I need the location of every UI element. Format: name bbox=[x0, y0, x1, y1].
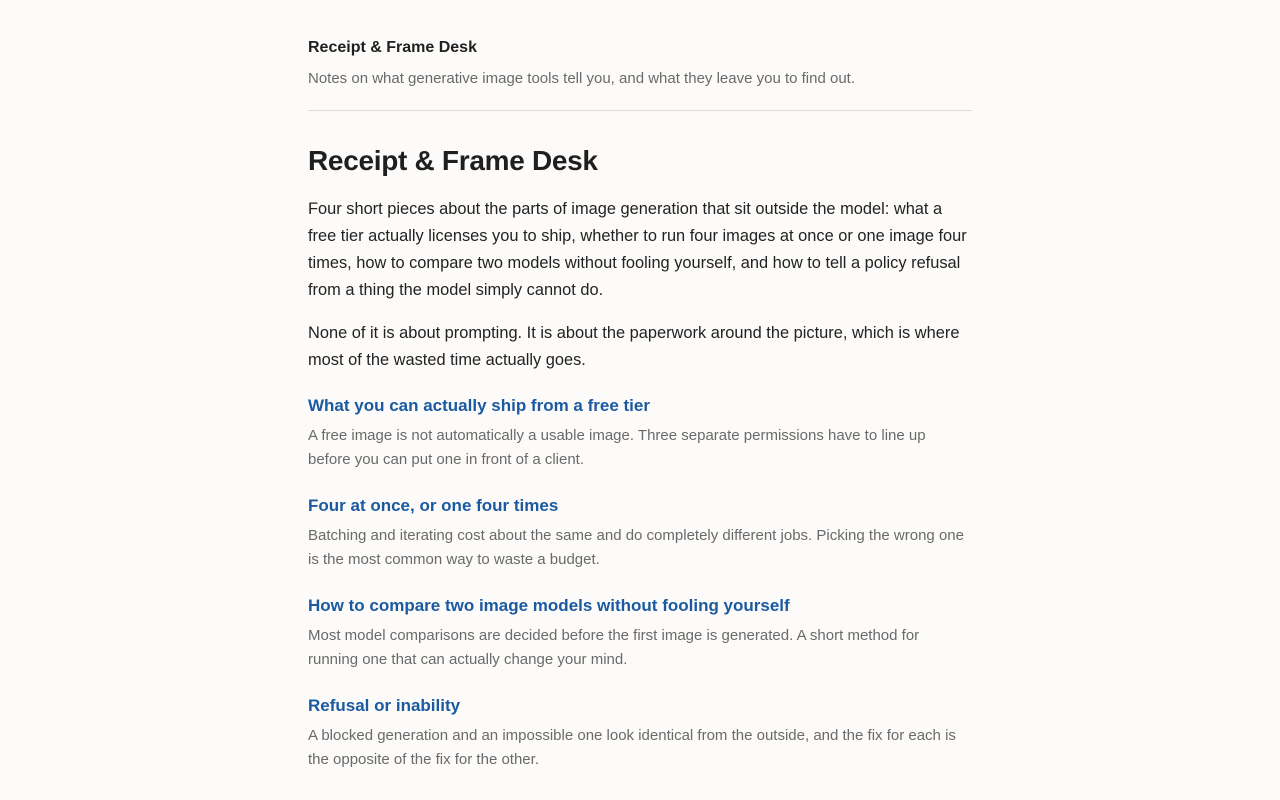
intro-paragraph: Four short pieces about the parts of image generation that sit outside the model: what a free tier actually licenses you to ship, whether to run four images at once or one image four times, how to compare two models without fooling yourself, and how to tell a policy refusal from a thing the model simply cannot do. bbox=[308, 200, 967, 299]
main-content bbox=[308, 144, 972, 772]
site-header bbox=[308, 0, 972, 111]
page-title: Receipt & Frame Desk bbox=[308, 145, 598, 176]
post-title-link[interactable]: Four at once, or one four times bbox=[308, 496, 559, 515]
intro-paragraph: None of it is about prompting. It is about the paperwork around the picture, which is where most of the wasted time actually goes. bbox=[308, 324, 960, 369]
page bbox=[308, 0, 972, 772]
site-title[interactable]: Receipt & Frame Desk bbox=[308, 39, 477, 56]
post-list-item bbox=[308, 395, 972, 472]
post-list-item bbox=[308, 495, 972, 572]
post-list-item bbox=[308, 695, 972, 772]
post-summary: A free image is not automatically a usable image. Three separate permissions have to line up before you can put one in front of a client. bbox=[308, 427, 926, 468]
post-title-link[interactable]: How to compare two image models without fooling yourself bbox=[308, 596, 790, 615]
site-tagline: Notes on what generative image tools tell you, and what they leave you to find out. bbox=[308, 70, 856, 87]
post-summary: Batching and iterating cost about the same and do completely different jobs. Picking the wrong one is the most common way to waste a budget. bbox=[308, 527, 964, 568]
post-summary: Most model comparisons are decided before the first image is generated. A short method for running one that can actually change your mind. bbox=[308, 627, 920, 668]
post-title-link[interactable]: Refusal or inability bbox=[308, 696, 461, 715]
post-list-item bbox=[308, 595, 972, 672]
post-title-link[interactable]: What you can actually ship from a free tier bbox=[308, 396, 650, 415]
post-summary: A blocked generation and an impossible one look identical from the outside, and the fix for each is the opposite of the fix for the other. bbox=[308, 727, 956, 768]
